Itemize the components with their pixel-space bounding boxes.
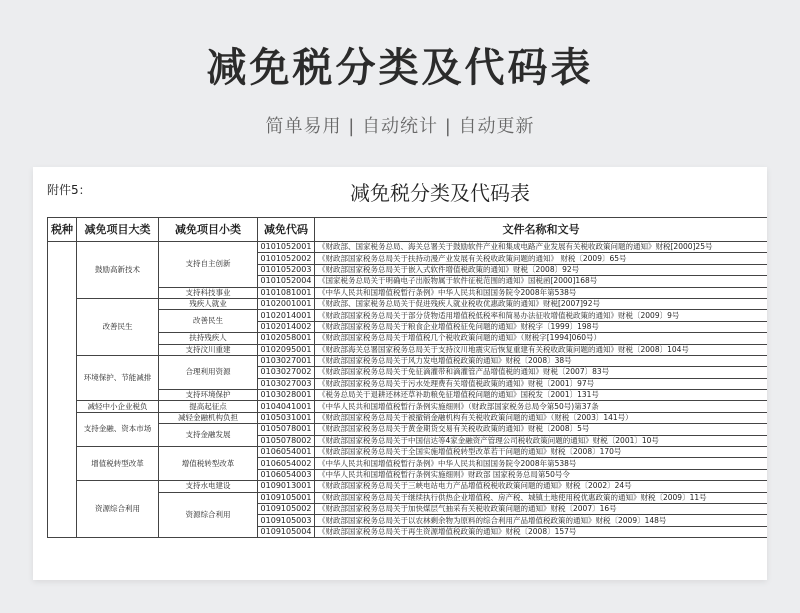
- table-row: [48, 412, 768, 423]
- document-cell: 《财政部国家税务总局关于风力发电增值税政策的通知》财税〔2008〕38号: [315, 355, 768, 366]
- code-cell: 0102014001: [258, 310, 315, 321]
- code-cell: 0106054001: [258, 447, 315, 458]
- code-cell: 0109105001: [258, 492, 315, 503]
- document-sheet: [33, 167, 767, 580]
- category-cell: 环境保护、节能减排: [77, 355, 159, 401]
- category-cell: 支持金融、资本市场: [77, 412, 159, 446]
- subcategory-cell: 合理利用资源: [159, 355, 258, 389]
- document-cell: 《财政部国家税务总局关于黄金期货交易有关税收政策的通知》财税〔2008〕5号: [315, 424, 768, 435]
- subcategory-cell: 支持环境保护: [159, 390, 258, 401]
- code-cell: 0101081001: [258, 287, 315, 298]
- table-row: [48, 298, 768, 309]
- header-document: 文件名称和文号: [315, 218, 768, 242]
- header-subcategory: 减免项目小类: [159, 218, 258, 242]
- code-cell: 0102058001: [258, 333, 315, 344]
- document-cell: 《财政部国家税务总局关于全国实施增值税转型改革若干问题的通知》财税〔2008〕170号: [315, 447, 768, 458]
- document-cell: 《中华人民共和国增值税暂行条例》中华人民共和国国务院令2008年第538号: [315, 458, 768, 469]
- code-cell: 0101052003: [258, 264, 315, 275]
- subcategory-cell: 减轻金融机构负担: [159, 412, 258, 423]
- document-cell: 《财政部国家税务总局关于以农林剩余物为原料的综合利用产品增值税政策的通知》财税〔2009〕148号: [315, 515, 768, 526]
- code-cell: 0101052002: [258, 253, 315, 264]
- document-cell: 《财政部、国家税务总局、海关总署关于鼓励软件产业和集成电路产业发展有关税收政策问题的通知》财税[2000]25号: [315, 242, 768, 253]
- subcategory-cell: 改善民生: [159, 310, 258, 333]
- document-cell: 《税务总局关于退耕还林还草补助粮免征增值税问题的通知》国税发〔2001〕131号: [315, 390, 768, 401]
- subcategory-cell: 支持科技事业: [159, 287, 258, 298]
- document-cell: 《财政部国家税务总局关于被撤销金融机构有关税收政策问题的通知》（财税〔2003〕141号）: [315, 412, 768, 423]
- category-cell: 鼓励高新技术: [77, 242, 159, 299]
- code-cell: 0105078002: [258, 435, 315, 446]
- subcategory-cell: 增值税转型改革: [159, 447, 258, 481]
- attachment-label: 附件5：: [47, 183, 91, 197]
- code-cell: 0103027003: [258, 378, 315, 389]
- table-row: [48, 355, 768, 366]
- subcategory-cell: 支持金融发展: [159, 424, 258, 447]
- code-cell: 0102001001: [258, 298, 315, 309]
- document-cell: 《财政部国家税务总局关于再生资源增值税政策的通知》财税〔2008〕157号: [315, 526, 768, 537]
- document-cell: 《财政部国家税务总局关于污水处理费有关增值税政策的通知》财税〔2001〕97号: [315, 378, 768, 389]
- document-cell: 《财政部国家税务总局关于三峡电站电力产品增值税税收政策问题的通知》财税〔2002〕24号: [315, 481, 768, 492]
- tax-code-table: [47, 217, 767, 538]
- tax-type-cell: [48, 242, 77, 538]
- subcategory-cell: 支持水电建设: [159, 481, 258, 492]
- document-cell: 《财政部海关总署国家税务总局关于支持汶川地震灾后恢复重建有关税收政策问题的通知》财税〔2008〕104号: [315, 344, 768, 355]
- document-cell: 《国家税务总局关于明确电子出版物属于软件征税范围的通知》国税函[2000]168号: [315, 276, 768, 287]
- table-row: [48, 242, 768, 253]
- table-row: [48, 447, 768, 458]
- table-row: [48, 401, 768, 412]
- document-cell: 《财政部国家税务总局关于增值税几个税收政策问题的通知》（财税字[1994]060号）: [315, 333, 768, 344]
- hero-subtitle: 简单易用 | 自动统计 | 自动更新: [265, 116, 535, 137]
- subcategory-cell: 提高起征点: [159, 401, 258, 412]
- code-cell: 0109105002: [258, 503, 315, 514]
- document-cell: 《财政部国家税务总局关于继续执行供热企业增值税、房产税、城镇土地使用税优惠政策的通知》财税〔2009〕11号: [315, 492, 768, 503]
- code-cell: 0109013001: [258, 481, 315, 492]
- table-row: [48, 481, 768, 492]
- document-cell: 《财政部国家税务总局关于中国信达等4家金融资产管理公司税收政策问题的通知》财税〔2001〕10号: [315, 435, 768, 446]
- hero-title: 减免税分类及代码表: [206, 45, 594, 91]
- code-cell: 0103028001: [258, 390, 315, 401]
- code-cell: 0105031001: [258, 412, 315, 423]
- document-cell: 《中华人民共和国增值税暂行条例实施细则》（财政部国家税务总局令第50号)第37条: [315, 401, 768, 412]
- code-cell: 0103027001: [258, 355, 315, 366]
- code-cell: 0101052001: [258, 242, 315, 253]
- code-cell: 0104041001: [258, 401, 315, 412]
- category-cell: 资源综合利用: [77, 481, 159, 538]
- document-cell: 《财政部国家税务总局关于部分货物适用增值税低税率和简易办法征收增值税政策的通知》财税〔2009〕9号: [315, 310, 768, 321]
- document-cell: 《财政部国家税务总局关于粮食企业增值税征免问题的通知》财税字〔1999〕198号: [315, 321, 768, 332]
- document-cell: 《中华人民共和国增值税暂行条例》中华人民共和国国务院令2008年第538号: [315, 287, 768, 298]
- subcategory-cell: 残疾人就业: [159, 298, 258, 309]
- document-cell: 《财政部国家税务总局关于免征滴灌带和滴灌管产品增值税的通知》财税〔2007〕83号: [315, 367, 768, 378]
- document-cell: 《财政部国家税务总局关于加快煤层气抽采有关税收政策问题的通知》财税〔2007〕16号: [315, 503, 768, 514]
- code-cell: 0101052004: [258, 276, 315, 287]
- code-cell: 0102095001: [258, 344, 315, 355]
- header-category: 减免项目大类: [77, 218, 159, 242]
- category-cell: 减轻中小企业税负: [77, 401, 159, 412]
- category-cell: 改善民生: [77, 298, 159, 355]
- document-cell: 《财政部、国家税务总局关于促进残疾人就业税收优惠政策的通知》财税[2007]92号: [315, 298, 768, 309]
- code-cell: 0109105003: [258, 515, 315, 526]
- code-cell: 0106054003: [258, 469, 315, 480]
- code-cell: 0109105004: [258, 526, 315, 537]
- subcategory-cell: 支持汶川重建: [159, 344, 258, 355]
- subcategory-cell: 扶持残疾人: [159, 333, 258, 344]
- header-code: 减免代码: [258, 218, 315, 242]
- code-cell: 0106054002: [258, 458, 315, 469]
- document-title: 减免税分类及代码表: [350, 181, 530, 205]
- code-cell: 0102014002: [258, 321, 315, 332]
- document-cell: 《财政部国家税务总局关于扶持动漫产业发展有关税收政策问题的通知》 财税〔2009〕65号: [315, 253, 768, 264]
- subcategory-cell: 资源综合利用: [159, 492, 258, 538]
- code-cell: 0105078001: [258, 424, 315, 435]
- document-cell: 《中华人民共和国增值税暂行条例实施细则》财政部 国家税务总局第50号令: [315, 469, 768, 480]
- category-cell: 增值税转型改革: [77, 447, 159, 481]
- table-header-row: [48, 218, 768, 242]
- header-tax-type: 税种: [48, 218, 77, 242]
- code-cell: 0103027002: [258, 367, 315, 378]
- document-cell: 《财政部国家税务总局关于嵌入式软件增值税政策的通知》财税〔2008〕92号: [315, 264, 768, 275]
- subcategory-cell: 支持自主创新: [159, 242, 258, 288]
